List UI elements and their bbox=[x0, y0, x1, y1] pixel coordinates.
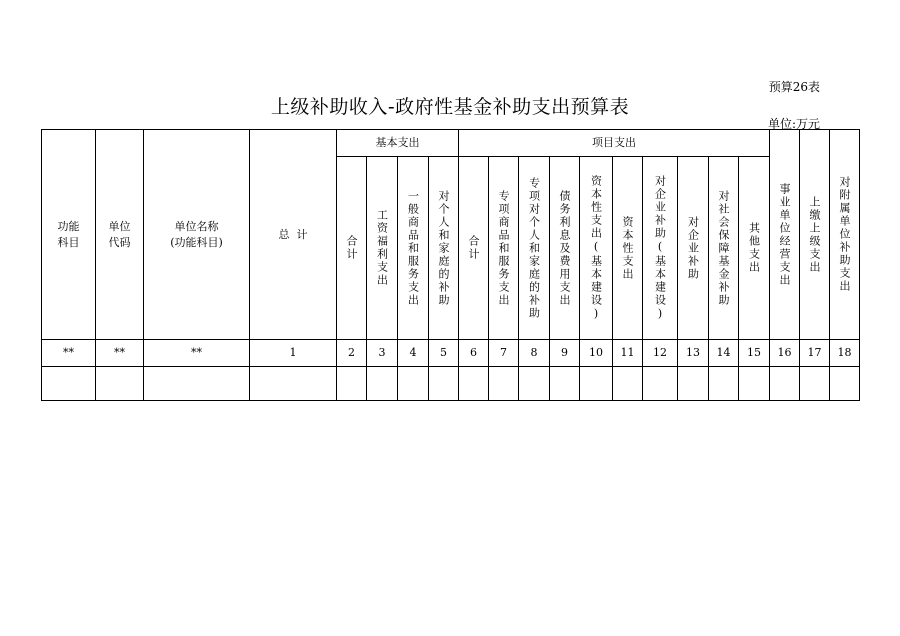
col-header: 对企业补助(基本建设) bbox=[653, 174, 667, 322]
header-func-subject: 功能 科目 bbox=[57, 220, 80, 249]
index-cell: 12 bbox=[653, 346, 667, 360]
index-cell: 9 bbox=[561, 346, 568, 360]
col-header: 事业单位经营支出 bbox=[778, 182, 791, 287]
index-cell: ** bbox=[114, 346, 125, 360]
index-cell: 18 bbox=[837, 346, 852, 360]
col-header: 一般商品和服务支出 bbox=[406, 189, 420, 307]
col-header: 其他支出 bbox=[747, 222, 761, 274]
index-cell: 2 bbox=[348, 346, 355, 360]
form-number: 预算26表 bbox=[768, 80, 820, 94]
index-cell: ** bbox=[191, 346, 202, 360]
col-header: 专项对个人和家庭的补助 bbox=[527, 176, 541, 320]
col-header: 上缴上级支出 bbox=[808, 195, 821, 274]
index-cell: 14 bbox=[716, 346, 731, 360]
index-cell: 8 bbox=[530, 346, 538, 360]
page-title: 上级补助收入-政府性基金补助支出预算表 bbox=[270, 96, 630, 118]
col-header: 合计 bbox=[467, 235, 480, 261]
col-header: 工资福利支出 bbox=[375, 209, 389, 287]
header-total: 总 计 bbox=[278, 227, 308, 241]
index-cell: 15 bbox=[747, 346, 761, 360]
empty-data-row bbox=[42, 367, 859, 400]
index-cell: 5 bbox=[440, 346, 447, 360]
index-cell: 6 bbox=[470, 346, 477, 360]
unit-label: 单位:万元 bbox=[767, 117, 820, 131]
col-header: 对附属单位补助支出 bbox=[838, 176, 851, 293]
index-cell: 1 bbox=[289, 346, 297, 360]
index-cell: 7 bbox=[500, 346, 507, 360]
header-project: 项目支出 bbox=[592, 136, 636, 150]
col-header: 专项商品和服务支出 bbox=[497, 189, 510, 307]
header-unit-code: 单位 代码 bbox=[108, 220, 131, 249]
col-header: 资本性支出(基本建设) bbox=[589, 174, 603, 322]
index-cell: 10 bbox=[589, 346, 603, 360]
index-cell: 13 bbox=[686, 346, 700, 360]
index-cell: 3 bbox=[378, 346, 386, 360]
col-header: 对社会保障基金补助 bbox=[717, 189, 730, 307]
index-cell: 17 bbox=[807, 346, 822, 360]
index-cell: 11 bbox=[620, 346, 635, 360]
col-header: 合计 bbox=[345, 235, 358, 261]
col-header: 债务利息及费用支出 bbox=[558, 189, 571, 307]
index-cell: 4 bbox=[409, 346, 417, 360]
col-header: 资本性支出 bbox=[621, 215, 634, 281]
col-header: 对企业补助 bbox=[686, 215, 700, 281]
header-basic: 基本支出 bbox=[375, 136, 420, 150]
index-cell: ** bbox=[63, 346, 74, 360]
index-cell: 16 bbox=[777, 346, 792, 360]
col-header: 对个人和家庭的补助 bbox=[437, 189, 450, 307]
header-unit-name: 单位名称 (功能科目) bbox=[170, 220, 223, 249]
